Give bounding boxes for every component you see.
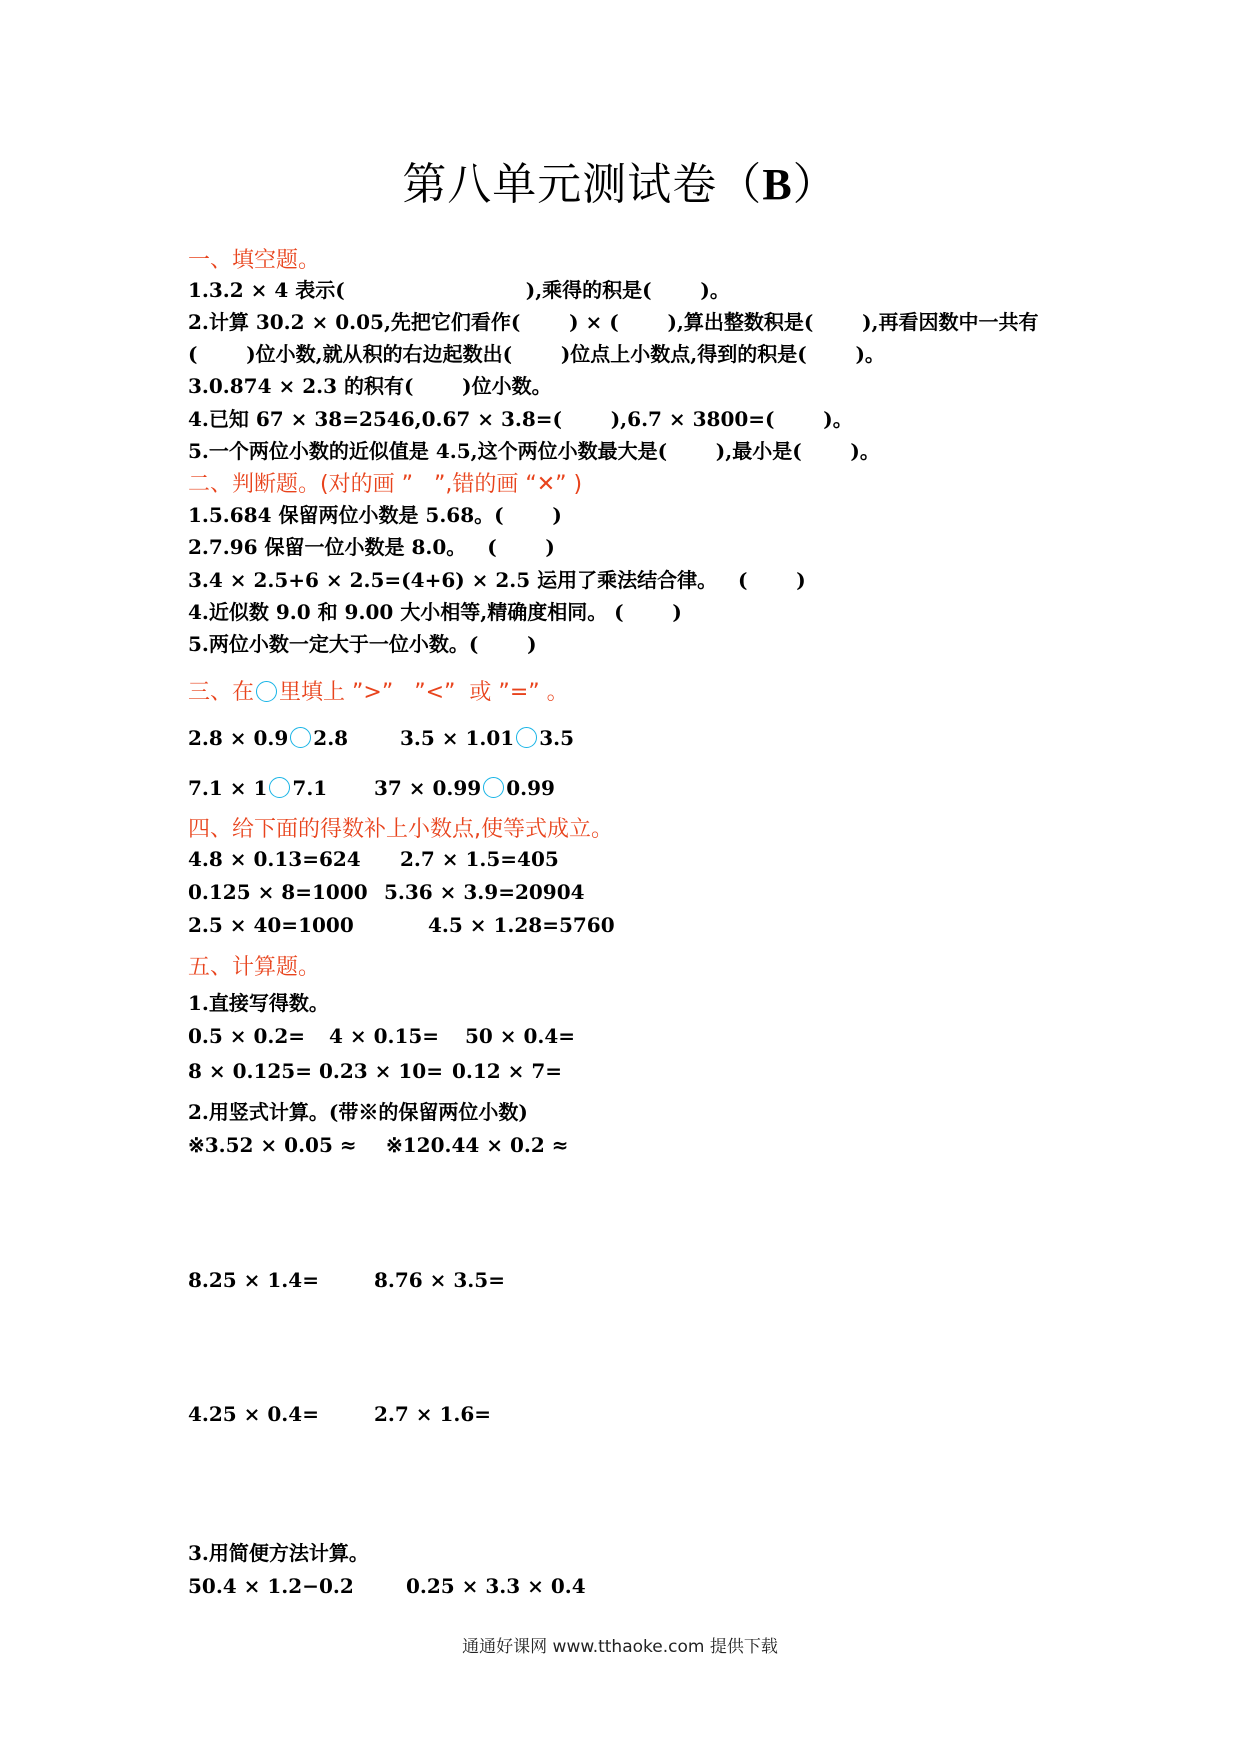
compare-item: [374, 776, 555, 800]
compare-heading-end: 里填上 ”>” ”<” 或 ”=” 。: [279, 680, 569, 705]
vertical-row-1: [188, 1133, 888, 1161]
section-heading-calc: 五、计算题。: [188, 955, 321, 980]
vertical-row-2: [188, 1268, 888, 1296]
fill-question-3: 3.0.874 × 2.3 的积有( )位小数。: [188, 374, 552, 398]
decimal-equation: 0.125 × 8=1000: [188, 880, 368, 904]
vertical-item: 2.7 × 1.6=: [374, 1402, 492, 1426]
circle-icon: [256, 681, 277, 702]
compare-right-value: 2.8: [313, 726, 349, 750]
direct-item: 0.23 × 10=: [319, 1059, 443, 1083]
compare-left-expr: 7.1 × 1: [188, 776, 268, 800]
fill-question-2: 2.计算 30.2 × 0.05,先把它们看作( ) × ( ),算出整数积是( ),再看因数中一共有: [188, 310, 1039, 334]
compare-left-expr: 3.5 × 1.01: [400, 726, 515, 750]
answer-circle[interactable]: [483, 777, 504, 798]
vertical-item: 4.25 × 0.4=: [188, 1402, 319, 1426]
title-text: 第八单元测试卷（: [402, 159, 763, 210]
decimal-equation: 2.5 × 40=1000: [188, 913, 354, 937]
judge-question-5: 5.两位小数一定大于一位小数。( ): [188, 632, 537, 656]
simple-item: 0.25 × 3.3 × 0.4: [406, 1574, 586, 1598]
direct-row-1: [188, 1024, 888, 1052]
fill-question-4: 4.已知 67 × 38=2546,0.67 × 3.8=( ),6.7 × 3800=( )。: [188, 407, 853, 431]
vertical-item: ※3.52 × 0.05 ≈: [188, 1133, 357, 1157]
compare-left-expr: 2.8 × 0.9: [188, 726, 289, 750]
fill-question-5: 5.一个两位小数的近似值是 4.5,这个两位小数最大是( ),最小是( )。: [188, 439, 880, 463]
compare-item: [400, 726, 574, 750]
direct-item: 50 × 0.4=: [465, 1024, 576, 1048]
decimal-equation: 4.5 × 1.28=5760: [428, 913, 615, 937]
answer-circle[interactable]: [516, 727, 537, 748]
vertical-item: 8.76 × 3.5=: [374, 1268, 505, 1292]
vertical-item: ※120.44 × 0.2 ≈: [386, 1133, 569, 1157]
compare-heading-start: 三、在: [188, 680, 255, 705]
direct-item: 0.12 × 7=: [452, 1059, 563, 1083]
calc-simple-title: 3.用简便方法计算。: [188, 1541, 369, 1565]
compare-item: [188, 726, 348, 750]
answer-circle[interactable]: [269, 777, 290, 798]
compare-right-value: 7.1: [292, 776, 328, 800]
decimal-row-3: [188, 913, 888, 941]
direct-item: 0.5 × 0.2=: [188, 1024, 306, 1048]
calc-vertical-title: 2.用竖式计算。(带※的保留两位小数): [188, 1100, 528, 1124]
answer-circle[interactable]: [290, 727, 311, 748]
compare-row-2: [188, 776, 888, 804]
title-letter: B: [762, 160, 793, 209]
footer-source: 通通好课网 www.tthaoke.com 提供下载: [462, 1637, 778, 1657]
vertical-item: 8.25 × 1.4=: [188, 1268, 319, 1292]
compare-right-value: 0.99: [506, 776, 555, 800]
simple-row: [188, 1574, 888, 1602]
section-heading-decimal: 四、给下面的得数补上小数点,使等式成立。: [188, 817, 613, 842]
decimal-row-2: [188, 880, 888, 908]
fill-question-1: 1.3.2 × 4 表示( ),乘得的积是( )。: [188, 278, 730, 302]
decimal-equation: 5.36 × 3.9=20904: [384, 880, 585, 904]
decimal-row-1: [188, 847, 888, 875]
judge-question-2: 2.7.96 保留一位小数是 8.0。 ( ): [188, 535, 555, 559]
direct-row-2: [188, 1059, 888, 1087]
direct-item: 8 × 0.125=: [188, 1059, 312, 1083]
compare-item: [188, 776, 327, 800]
section-heading-judge: 二、判断题。(对的画 ” ”,错的画 “✕” ): [188, 472, 583, 497]
calc-direct-title: 1.直接写得数。: [188, 991, 329, 1015]
judge-question-1: 1.5.684 保留两位小数是 5.68。( ): [188, 503, 562, 527]
decimal-equation: 4.8 × 0.13=624: [188, 847, 361, 871]
vertical-row-3: [188, 1402, 888, 1430]
title-close: ）: [792, 159, 838, 210]
judge-question-4: 4.近似数 9.0 和 9.00 大小相等,精确度相同。 ( ): [188, 600, 682, 624]
page-title: [0, 148, 1240, 212]
section-heading-fill: 一、填空题。: [188, 248, 321, 273]
decimal-equation: 2.7 × 1.5=405: [400, 847, 559, 871]
section-heading-compare: [188, 675, 569, 706]
fill-question-2-cont: ( )位小数,就从积的右边起数出( )位点上小数点,得到的积是( )。: [188, 342, 885, 366]
compare-left-expr: 37 × 0.99: [374, 776, 482, 800]
simple-item: 50.4 × 1.2−0.2: [188, 1574, 354, 1598]
direct-item: 4 × 0.15=: [329, 1024, 440, 1048]
judge-question-3: 3.4 × 2.5+6 × 2.5=(4+6) × 2.5 运用了乘法结合律。 ( ): [188, 568, 806, 592]
compare-row-1: [188, 726, 888, 754]
compare-right-value: 3.5: [539, 726, 574, 750]
